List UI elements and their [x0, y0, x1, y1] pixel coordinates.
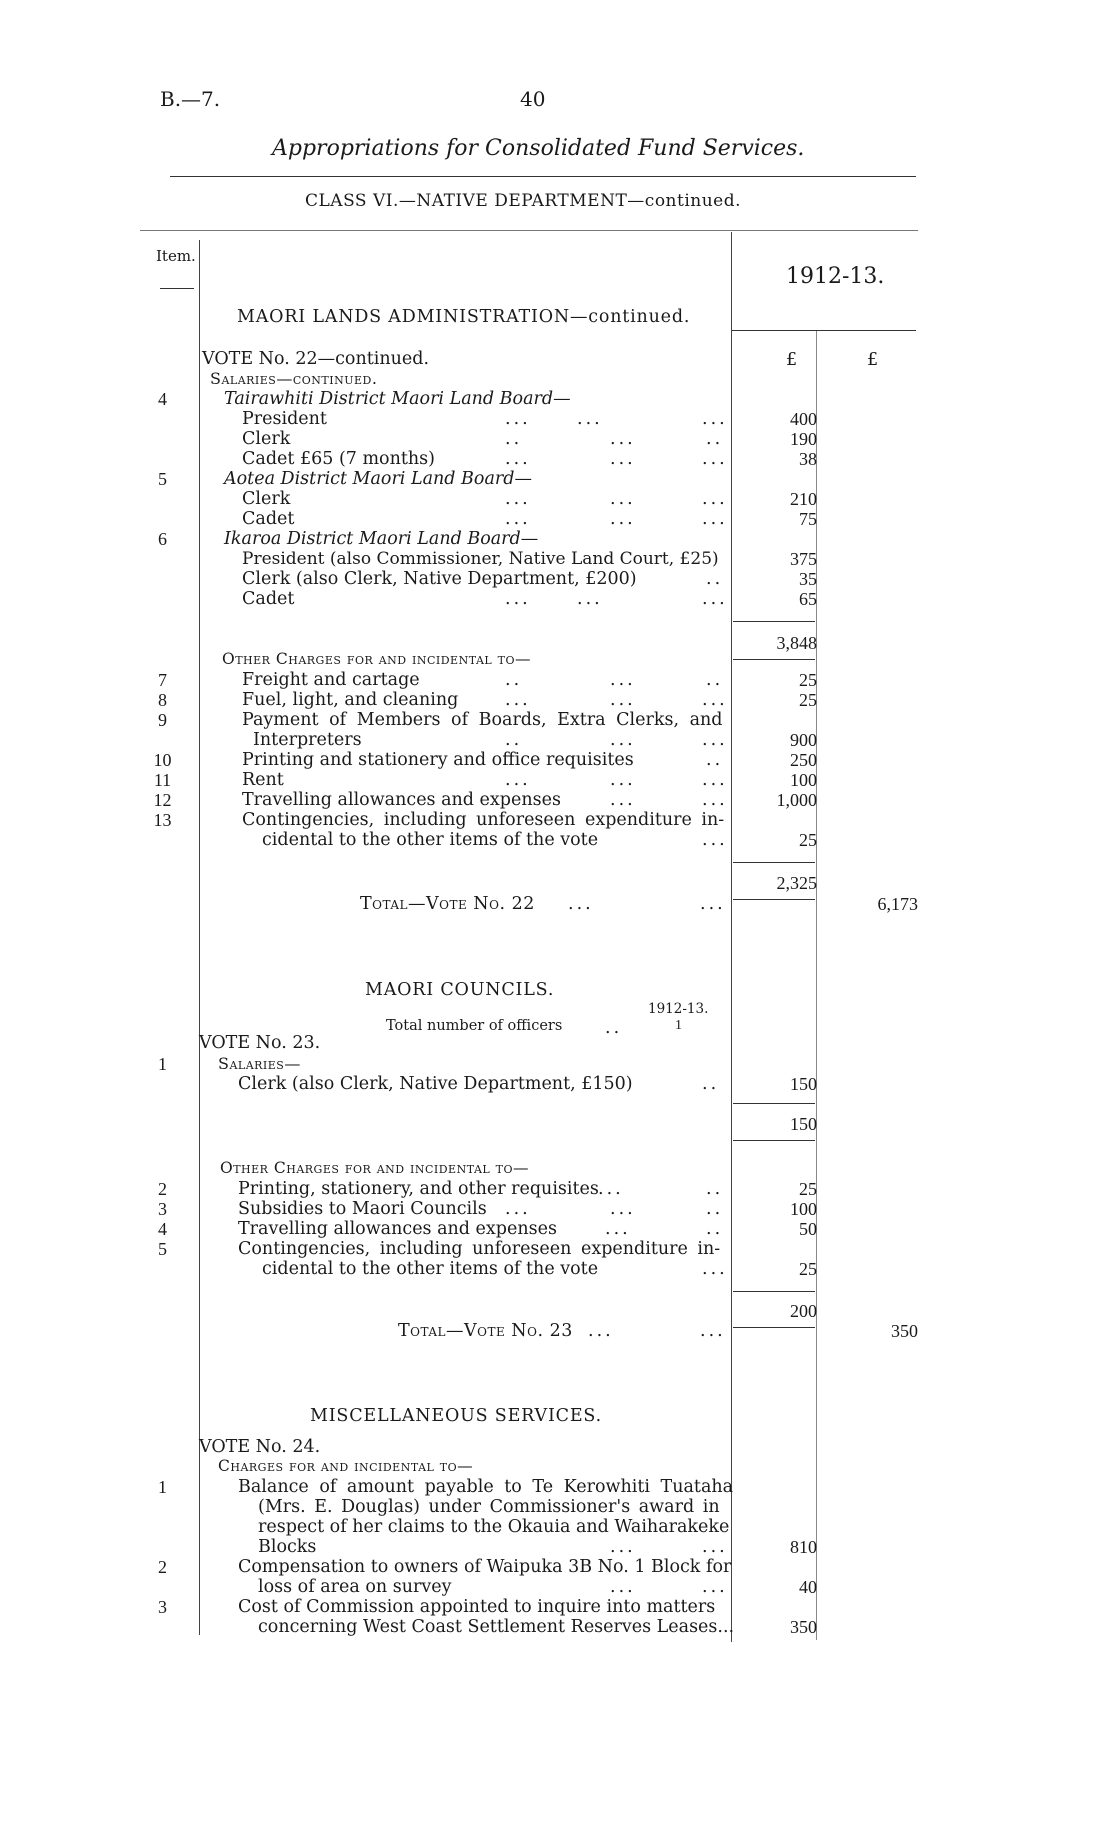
- leader-dots: ...: [605, 1219, 631, 1239]
- leader-dots: ...: [588, 1321, 614, 1341]
- leader-dots: ...: [505, 509, 531, 529]
- board-heading: Tairawhiti District Maori Land Board—: [224, 389, 571, 409]
- leader-dots: ..: [706, 429, 724, 449]
- leader-dots: ...: [505, 1199, 531, 1219]
- leader-dots: ..: [706, 1179, 724, 1199]
- leader-dots: ...: [702, 690, 728, 710]
- line-amount: 1,000: [776, 790, 817, 810]
- title-rule: [170, 176, 916, 177]
- section-title: MISCELLANEOUS SERVICES.: [310, 1406, 602, 1426]
- leader-dots: ...: [610, 489, 636, 509]
- item-column-header: Item.: [156, 247, 196, 265]
- leader-dots: ...: [610, 790, 636, 810]
- item-number: 11: [153, 770, 172, 790]
- leader-dots: ...: [702, 830, 728, 850]
- leader-dots: ...: [577, 409, 603, 429]
- line-label: Cadet £65 (7 months): [242, 449, 435, 469]
- line-label: Subsidies to Maori Councils: [238, 1199, 487, 1219]
- subtotal-rule: [733, 1291, 815, 1292]
- subtotal-rule: [733, 1327, 815, 1328]
- line-label: Freight and cartage: [242, 670, 420, 690]
- line-amount: 810: [790, 1537, 817, 1557]
- line-label-continued: (Mrs. E. Douglas) under Commissioner's award in: [258, 1497, 720, 1517]
- vote-total-label: Total—Vote No. 23: [398, 1321, 573, 1341]
- subtotal-rule: [733, 1103, 815, 1104]
- line-label: Printing, stationery, and other requisites: [238, 1179, 599, 1199]
- item-number: 4: [158, 389, 167, 409]
- subtotal-amount: 150: [790, 1114, 817, 1134]
- subtotal-rule: [733, 621, 815, 622]
- leader-dots: ...: [610, 670, 636, 690]
- leader-dots: ...: [702, 489, 728, 509]
- vote-heading: VOTE No. 23.: [199, 1033, 321, 1053]
- line-label-continued: concerning West Coast Settlement Reserves Leases...: [258, 1617, 735, 1637]
- subtotal-rule: [733, 1140, 815, 1141]
- other-charges-heading: Other Charges for and incidental to—: [220, 1159, 529, 1177]
- leader-dots: ...: [505, 409, 531, 429]
- page-title: Appropriations for Consolidated Fund Services.: [272, 136, 805, 161]
- line-label: Contingencies, including unforeseen expenditure in-: [238, 1239, 721, 1259]
- leader-dots: ...: [610, 1577, 636, 1597]
- line-amount: 375: [790, 549, 817, 569]
- line-amount: 150: [790, 1074, 817, 1094]
- leader-dots: ...: [610, 1199, 636, 1219]
- line-label: Cadet: [242, 509, 295, 529]
- leader-dots: ...: [700, 1321, 726, 1341]
- leader-dots: ...: [702, 770, 728, 790]
- line-label: Travelling allowances and expenses: [238, 1219, 557, 1239]
- leader-dots: ...: [610, 730, 636, 750]
- item-number: 13: [153, 810, 172, 830]
- item-number: 7: [158, 670, 167, 690]
- line-amount: 190: [790, 429, 817, 449]
- year-header: 1912-13.: [786, 264, 885, 289]
- line-label: Clerk (also Clerk, Native Department, £200): [242, 569, 637, 589]
- leader-dots: ..: [505, 730, 523, 750]
- salaries-heading: Salaries—: [218, 1054, 301, 1073]
- item-header-rule: [160, 288, 194, 289]
- line-amount: 65: [799, 589, 817, 609]
- leader-dots: ...: [610, 449, 636, 469]
- leader-dots: ..: [706, 750, 724, 770]
- leader-dots: ..: [505, 670, 523, 690]
- leader-dots: ...: [700, 894, 726, 914]
- leader-dots: ...: [702, 730, 728, 750]
- line-amount: 100: [790, 1199, 817, 1219]
- officers-count: 1: [675, 1018, 682, 1033]
- subtotal-amount: 3,848: [776, 633, 817, 653]
- col1-unit: £: [786, 350, 798, 370]
- line-amount: 250: [790, 750, 817, 770]
- vote-total-label: Total—Vote No. 22: [360, 894, 535, 914]
- other-charges-heading: Other Charges for and incidental to—: [222, 650, 531, 668]
- line-label: Fuel, light, and cleaning: [242, 690, 459, 710]
- line-amount: 25: [799, 670, 817, 690]
- leader-dots: ...: [505, 489, 531, 509]
- leader-dots: ...: [702, 409, 728, 429]
- line-amount: 900: [790, 730, 817, 750]
- vote-heading: VOTE No. 22—continued.: [202, 349, 430, 369]
- line-label-continued: Interpreters: [253, 730, 362, 750]
- item-column-divider: [199, 240, 200, 1635]
- line-amount: 38: [799, 449, 817, 469]
- line-label: President (also Commissioner, Native Land Court, £25): [242, 549, 719, 569]
- item-number: 8: [158, 690, 167, 710]
- line-label: Travelling allowances and expenses: [242, 790, 561, 810]
- item-number: 2: [158, 1179, 167, 1199]
- item-number: 10: [153, 750, 172, 770]
- leader-dots: ...: [702, 1537, 728, 1557]
- leader-dots: ...: [568, 894, 594, 914]
- section-title: MAORI LANDS ADMINISTRATION—continued.: [237, 307, 691, 327]
- line-label: Printing and stationery and office requisites: [242, 750, 634, 770]
- leader-dots: ...: [702, 1259, 728, 1279]
- item-number: 2: [158, 1557, 167, 1577]
- line-amount: 40: [799, 1577, 817, 1597]
- leader-dots: ...: [505, 770, 531, 790]
- line-label-continued: cidental to the other items of the vote: [262, 830, 599, 850]
- page-reference: B.—7.: [160, 87, 221, 111]
- line-amount: 25: [799, 830, 817, 850]
- leader-dots: ..: [706, 1199, 724, 1219]
- leader-dots: ...: [505, 449, 531, 469]
- line-label: Compensation to owners of Waipuka 3B No. 1 Block for: [238, 1557, 732, 1577]
- leader-dots: ...: [610, 1537, 636, 1557]
- leader-dots: ...: [702, 790, 728, 810]
- subtotal-amount: 200: [790, 1301, 817, 1321]
- leader-dots: ...: [598, 1179, 624, 1199]
- line-label-continued: respect of her claims to the Okauia and Waiharakeke: [258, 1517, 730, 1537]
- leader-dots: ...: [702, 589, 728, 609]
- line-label: Payment of Members of Boards, Extra Clerks, and: [242, 710, 723, 730]
- line-amount: 25: [799, 690, 817, 710]
- line-label-continued: cidental to the other items of the vote: [262, 1259, 599, 1279]
- leader-dots: ...: [702, 1577, 728, 1597]
- leader-dots: ..: [702, 1074, 720, 1094]
- officers-label: Total number of officers: [386, 1018, 563, 1034]
- subtotal-rule: [733, 899, 815, 900]
- line-label: Clerk (also Clerk, Native Department, £150): [238, 1074, 633, 1094]
- board-heading: Ikaroa District Maori Land Board—: [224, 529, 539, 549]
- leader-dots: ..: [706, 1219, 724, 1239]
- item-number: 4: [158, 1219, 167, 1239]
- line-label: Cadet: [242, 589, 295, 609]
- leader-dots: ..: [505, 429, 523, 449]
- charges-heading: Charges for and incidental to—: [218, 1457, 474, 1475]
- item-number: 6: [158, 529, 167, 549]
- salaries-heading: Salaries—continued.: [210, 369, 378, 388]
- line-amount: 100: [790, 770, 817, 790]
- line-label-continued: loss of area on survey: [258, 1577, 452, 1597]
- amount-column-divider: [731, 232, 732, 1642]
- page-number: 40: [520, 87, 546, 111]
- section-title: MAORI COUNCILS.: [365, 980, 555, 1000]
- line-label: Clerk: [242, 489, 291, 509]
- leader-dots: ..: [605, 1018, 623, 1038]
- leader-dots: ...: [505, 589, 531, 609]
- item-number: 3: [158, 1597, 167, 1617]
- leader-dots: ...: [610, 770, 636, 790]
- line-amount: 210: [790, 489, 817, 509]
- line-label: Balance of amount payable to Te Kerowhiti Tuataha: [238, 1477, 734, 1497]
- item-number: 5: [158, 469, 167, 489]
- class-heading: CLASS VI.—NATIVE DEPARTMENT—continued.: [305, 191, 742, 211]
- line-label: Clerk: [242, 429, 291, 449]
- line-amount: 350: [790, 1617, 817, 1637]
- class-rule: [140, 230, 918, 231]
- leader-dots: ...: [702, 449, 728, 469]
- item-number: 9: [158, 710, 167, 730]
- leader-dots: ...: [505, 690, 531, 710]
- line-amount: 50: [799, 1219, 817, 1239]
- line-label-continued: Blocks: [258, 1537, 317, 1557]
- subtotal-rule: [733, 862, 815, 863]
- col2-unit: £: [867, 350, 879, 370]
- line-label: Cost of Commission appointed to inquire into matters: [238, 1597, 716, 1617]
- vote-heading: VOTE No. 24.: [199, 1437, 321, 1457]
- leader-dots: ...: [610, 690, 636, 710]
- item-number: 1: [158, 1054, 167, 1074]
- item-number: 1: [158, 1477, 167, 1497]
- subtotal-rule: [733, 659, 815, 660]
- line-amount: 25: [799, 1259, 817, 1279]
- line-label: President: [242, 409, 327, 429]
- board-heading: Aotea District Maori Land Board—: [224, 469, 532, 489]
- leader-dots: ...: [610, 509, 636, 529]
- leader-dots: ..: [706, 569, 724, 589]
- line-label: Contingencies, including unforeseen expenditure in-: [242, 810, 725, 830]
- subtotal-amount: 2,325: [776, 873, 817, 893]
- leader-dots: ..: [706, 670, 724, 690]
- line-amount: 25: [799, 1179, 817, 1199]
- line-amount: 35: [799, 569, 817, 589]
- vote-total-amount: 6,173: [877, 894, 918, 914]
- vote-total-amount: 350: [891, 1321, 918, 1341]
- line-amount: 400: [790, 409, 817, 429]
- line-label: Rent: [242, 770, 284, 790]
- line-amount: 75: [799, 509, 817, 529]
- officers-year: 1912-13.: [648, 1001, 709, 1017]
- item-number: 3: [158, 1199, 167, 1219]
- item-number: 12: [153, 790, 172, 810]
- leader-dots: ...: [610, 429, 636, 449]
- year-header-rule: [732, 330, 916, 331]
- leader-dots: ...: [702, 509, 728, 529]
- leader-dots: ...: [577, 589, 603, 609]
- item-number: 5: [158, 1239, 167, 1259]
